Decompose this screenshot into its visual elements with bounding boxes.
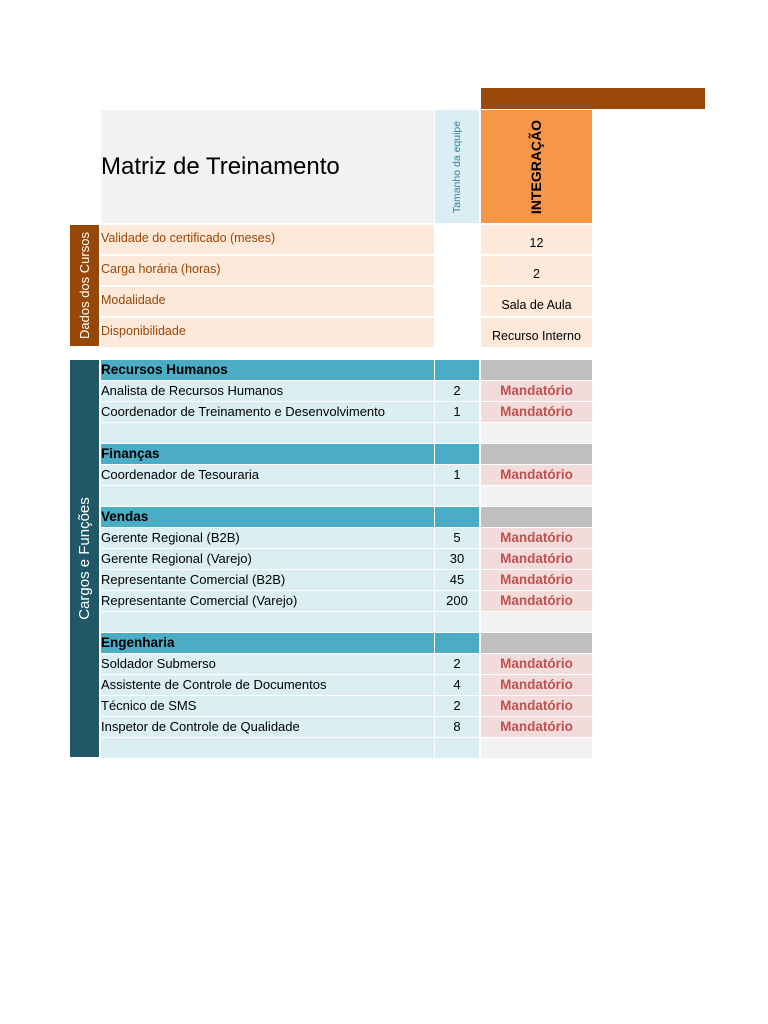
department-status-cell bbox=[481, 360, 592, 380]
team-size-header-label: Tamanho da equipe bbox=[451, 120, 463, 213]
role-status: Mandatório bbox=[481, 465, 592, 485]
role-team-size: 45 bbox=[435, 570, 479, 590]
department-status-cell bbox=[481, 507, 592, 527]
role-name: Coordenador de Treinamento e Desenvolvimento bbox=[101, 402, 434, 422]
department-name: Vendas bbox=[101, 507, 434, 527]
course-data-value: 2 bbox=[481, 256, 592, 286]
course-data-value: Sala de Aula bbox=[481, 287, 592, 317]
role-status: Mandatório bbox=[481, 549, 592, 569]
blank-cell bbox=[435, 612, 479, 632]
course-header bbox=[481, 110, 592, 223]
department-team-cell bbox=[435, 360, 479, 380]
role-status: Mandatório bbox=[481, 528, 592, 548]
department-name: Engenharia bbox=[101, 633, 434, 653]
side-label-cargos-text: Cargos e Funções bbox=[76, 497, 94, 620]
role-name: Gerente Regional (Varejo) bbox=[101, 549, 434, 569]
side-label-cargos bbox=[70, 360, 99, 757]
role-status: Mandatório bbox=[481, 696, 592, 716]
role-name: Representante Comercial (Varejo) bbox=[101, 591, 434, 611]
blank-cell bbox=[481, 423, 592, 443]
blank-cell bbox=[101, 486, 434, 506]
role-team-size: 8 bbox=[435, 717, 479, 737]
side-label-cursos bbox=[70, 225, 99, 346]
role-team-size: 4 bbox=[435, 675, 479, 695]
department-status-cell bbox=[481, 633, 592, 653]
role-team-size: 2 bbox=[435, 381, 479, 401]
role-team-size: 1 bbox=[435, 465, 479, 485]
course-header-label: INTEGRAÇÃO bbox=[528, 119, 545, 214]
role-name: Inspetor de Controle de Qualidade bbox=[101, 717, 434, 737]
blank-cell bbox=[481, 486, 592, 506]
role-status: Mandatório bbox=[481, 717, 592, 737]
blank-cell bbox=[101, 738, 434, 758]
department-status-cell bbox=[481, 444, 592, 464]
department-name: Recursos Humanos bbox=[101, 360, 434, 380]
role-status: Mandatório bbox=[481, 675, 592, 695]
blank-cell bbox=[435, 486, 479, 506]
role-status: Mandatório bbox=[481, 591, 592, 611]
role-name: Coordenador de Tesouraria bbox=[101, 465, 434, 485]
role-team-size: 200 bbox=[435, 591, 479, 611]
blank-cell bbox=[481, 612, 592, 632]
role-team-size: 1 bbox=[435, 402, 479, 422]
course-data-label: Carga horária (horas) bbox=[101, 256, 434, 286]
course-data-label: Modalidade bbox=[101, 287, 434, 317]
department-team-cell bbox=[435, 633, 479, 653]
department-team-cell bbox=[435, 507, 479, 527]
course-data-label: Validade do certificado (meses) bbox=[101, 225, 434, 255]
course-data-value: Recurso Interno bbox=[481, 318, 592, 348]
blank-cell bbox=[101, 423, 434, 443]
role-team-size: 30 bbox=[435, 549, 479, 569]
role-status: Mandatório bbox=[481, 381, 592, 401]
role-status: Mandatório bbox=[481, 570, 592, 590]
role-status: Mandatório bbox=[481, 402, 592, 422]
role-name: Técnico de SMS bbox=[101, 696, 434, 716]
blank-cell bbox=[481, 738, 592, 758]
department-name: Finanças bbox=[101, 444, 434, 464]
department-team-cell bbox=[435, 444, 479, 464]
title-cell bbox=[101, 110, 434, 223]
role-name: Analista de Recursos Humanos bbox=[101, 381, 434, 401]
role-name: Assistente de Controle de Documentos bbox=[101, 675, 434, 695]
role-name: Soldador Submerso bbox=[101, 654, 434, 674]
course-data-label: Disponibilidade bbox=[101, 318, 434, 348]
page-title: Matriz de Treinamento bbox=[101, 152, 340, 180]
role-team-size: 2 bbox=[435, 654, 479, 674]
role-team-size: 5 bbox=[435, 528, 479, 548]
blank-cell bbox=[101, 612, 434, 632]
course-data-value: 12 bbox=[481, 225, 592, 255]
role-name: Representante Comercial (B2B) bbox=[101, 570, 434, 590]
team-size-header bbox=[435, 110, 479, 223]
blank-cell bbox=[435, 423, 479, 443]
course-category-bar bbox=[481, 88, 705, 109]
role-team-size: 2 bbox=[435, 696, 479, 716]
role-status: Mandatório bbox=[481, 654, 592, 674]
role-name: Gerente Regional (B2B) bbox=[101, 528, 434, 548]
blank-cell bbox=[435, 738, 479, 758]
side-label-cursos-text: Dados dos Cursos bbox=[77, 232, 93, 339]
